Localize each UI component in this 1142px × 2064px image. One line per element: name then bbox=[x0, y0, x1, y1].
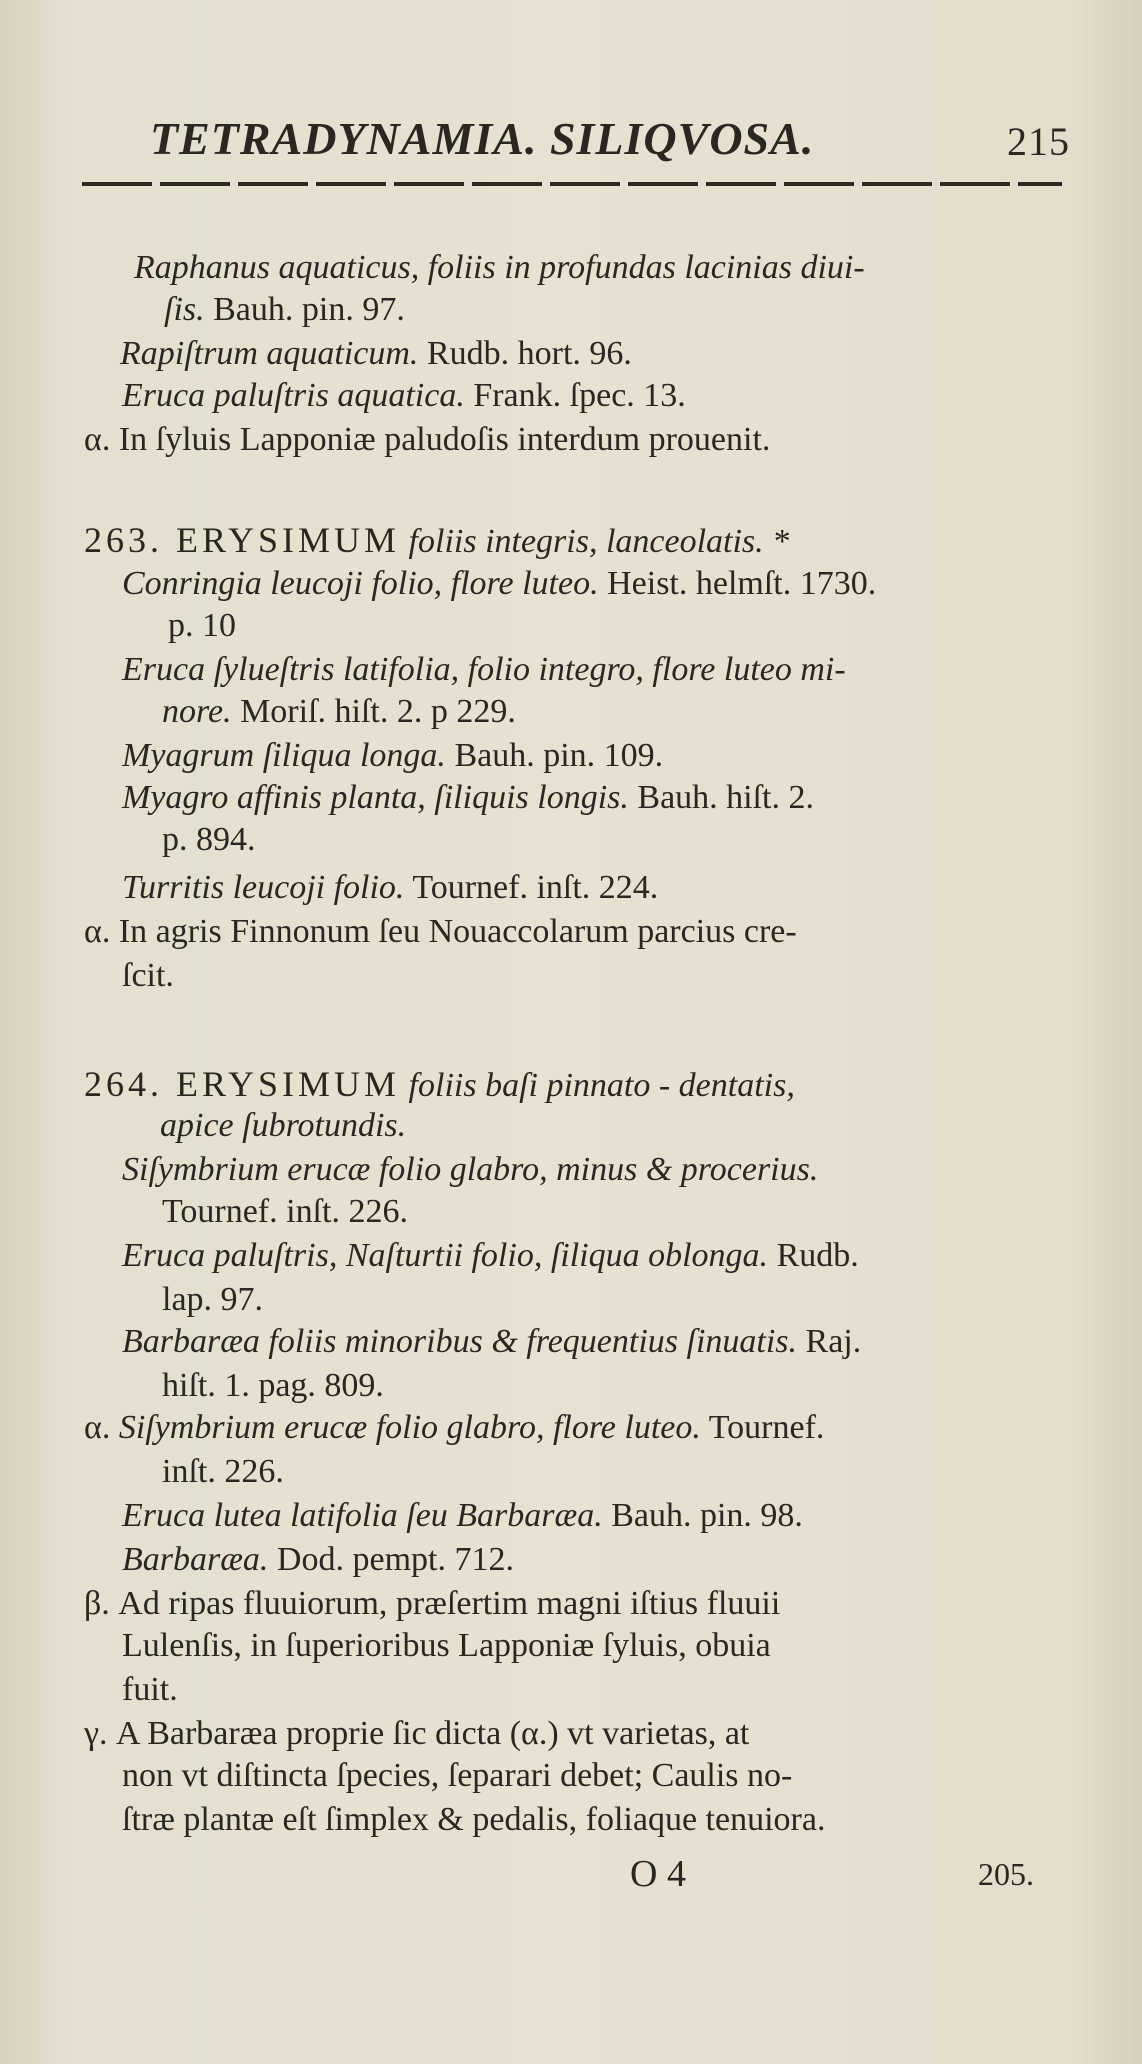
signature-mark: O 4 bbox=[630, 1853, 686, 1895]
text-line: α. In ſyluis Lapponiæ paludoſis interdum prouenit. bbox=[84, 421, 771, 458]
text-line: ſtræ plantæ eſt ſimplex & pedalis, foliaque tenuiora. bbox=[122, 1801, 826, 1838]
text-line: Turritis leucoji folio. Tournef. inſt. 224. bbox=[122, 869, 659, 906]
text-line: Barbaræa foliis minoribus & frequentius ſinuatis. Raj. bbox=[122, 1323, 862, 1360]
text-line: fuit. bbox=[122, 1671, 178, 1708]
species-heading: 263. ERYSIMUM foliis integris, lanceolatis. * bbox=[84, 520, 790, 560]
text-line: Raphanus aquaticus, foliis in profundas lacinias diui- bbox=[134, 249, 865, 286]
text-line: Rapiſtrum aquaticum. Rudb. hort. 96. bbox=[120, 335, 632, 372]
text-line: Conringia leucoji folio, flore luteo. Heist. helmſt. 1730. bbox=[122, 565, 877, 602]
text-line: non vt diſtincta ſpecies, ſeparari debet; Caulis no- bbox=[122, 1757, 793, 1794]
text-line: p. 894. bbox=[162, 821, 256, 858]
header-rule bbox=[82, 182, 1062, 186]
text-line: Siſymbrium erucæ folio glabro, minus & procerius. bbox=[122, 1151, 819, 1188]
text-line: nore. Moriſ. hiſt. 2. p 229. bbox=[162, 693, 516, 730]
text-line: Myagro affinis planta, ſiliquis longis. Bauh. hiſt. 2. bbox=[122, 779, 814, 816]
text-line: Eruca paluſtris aquatica. Frank. ſpec. 13. bbox=[122, 377, 686, 414]
text-line: α. In agris Finnonum ſeu Nouaccolarum parcius cre- bbox=[84, 913, 797, 950]
text-line: inſt. 226. bbox=[162, 1453, 284, 1490]
text-line: hiſt. 1. pag. 809. bbox=[162, 1367, 384, 1404]
text-line: Eruca paluſtris, Naſturtii folio, ſiliqua oblonga. Rudb. bbox=[122, 1237, 859, 1274]
text-line: Tournef. inſt. 226. bbox=[162, 1193, 408, 1230]
text-line: Eruca ſylueſtris latifolia, folio integro, flore luteo mi- bbox=[122, 651, 846, 688]
text-line: α. Siſymbrium erucæ folio glabro, flore luteo. Tournef. bbox=[84, 1409, 825, 1446]
text-line: β. Ad ripas fluuiorum, præſertim magni iſtius fluuii bbox=[84, 1585, 781, 1622]
species-heading: 264. ERYSIMUM foliis baſi pinnato - dentatis, bbox=[84, 1064, 795, 1104]
text-line: Eruca lutea latifolia ſeu Barbaræa. Bauh. pin. 98. bbox=[122, 1497, 803, 1534]
text-line: ſcit. bbox=[122, 957, 174, 994]
page-number: 215 bbox=[1007, 119, 1070, 164]
catchword: 205. bbox=[978, 1856, 1034, 1892]
page-header bbox=[150, 112, 1070, 162]
text-line: lap. 97. bbox=[162, 1281, 264, 1318]
text-line: apice ſubrotundis. bbox=[160, 1107, 407, 1144]
running-title: TETRADYNAMIA. SILIQVOSA. bbox=[150, 113, 815, 164]
text-line: p. 10 bbox=[168, 607, 236, 644]
text-line: Myagrum ſiliqua longa. Bauh. pin. 109. bbox=[122, 737, 664, 774]
text-line: Barbaræa. Dod. pempt. 712. bbox=[122, 1541, 514, 1578]
text-line: ſis. Bauh. pin. 97. bbox=[164, 291, 405, 328]
text-line: Lulenſis, in ſuperioribus Lapponiæ ſyluis, obuia bbox=[122, 1627, 771, 1664]
text-line: γ. A Barbaræa proprie ſic dicta (α.) vt varietas, at bbox=[84, 1715, 750, 1752]
